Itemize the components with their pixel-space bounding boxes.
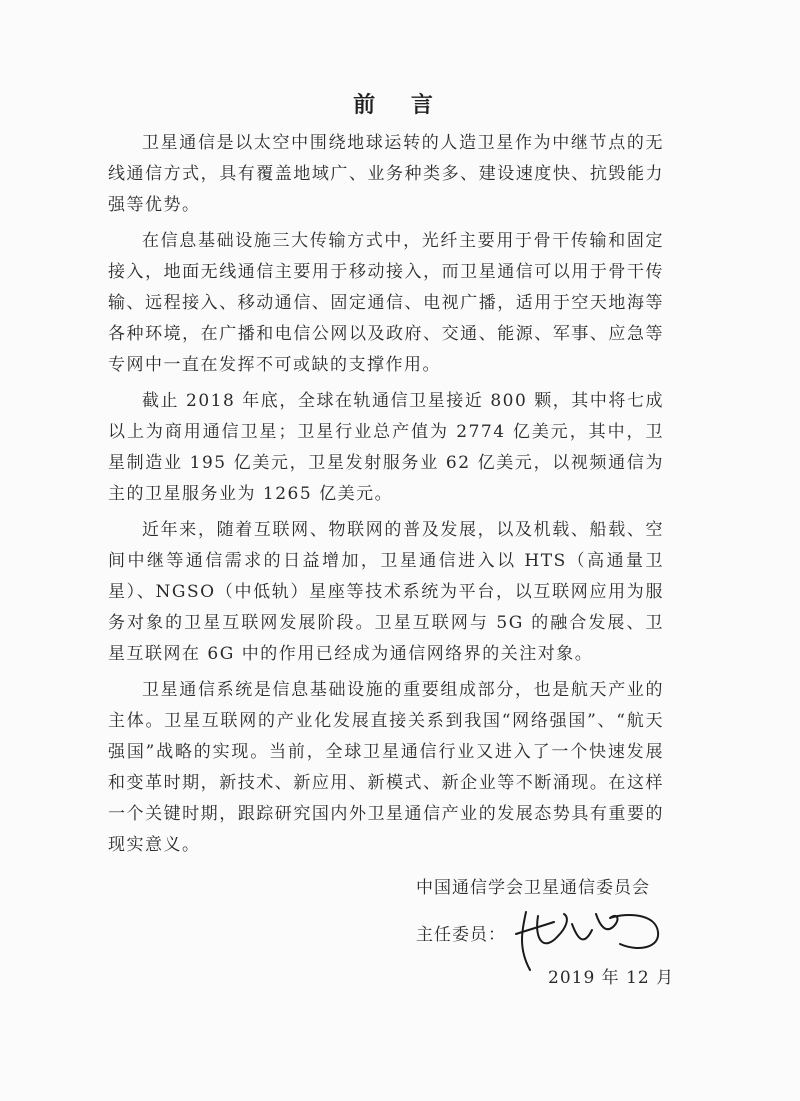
signoff-date: 2019 年 12 月 bbox=[548, 968, 675, 988]
signoff-organization: 中国通信学会卫星通信委员会 bbox=[416, 878, 650, 898]
signoff-role: 主任委员： bbox=[416, 925, 506, 945]
paragraph: 卫星通信系统是信息基础设施的重要组成部分，也是航天产业的主体。卫星互联网的产业化发展直接关系到我国“网络强国”、“航天强国”战略的实现。当前，全球卫星通信行业又进入了一个快速发展和变革时期，新技术、新应用、新模式、新企业等不断涌现。在这样一个关键时期，跟踪研究国内外卫星通信产业的发展态势具有重要的现实意义。 bbox=[108, 680, 664, 855]
paragraph: 截止 2018 年底，全球在轨通信卫星接近 800 颗，其中将七成以上为商用通信卫星；卫星行业总产值为 2774 亿美元，其中，卫星制造业 195 亿美元，卫星发射服务业 62 亿美元，以视频通信为主的卫星服务业为 1265 亿美元。 bbox=[108, 391, 664, 504]
preface-body bbox=[108, 128, 664, 866]
paragraph: 卫星通信是以太空中围绕地球运转的人造卫星作为中继节点的无线通信方式，具有覆盖地域广、业务种类多、建设速度快、抗毁能力强等优势。 bbox=[108, 133, 664, 215]
paragraph: 在信息基础设施三大传输方式中，光纤主要用于骨干传输和固定接入，地面无线通信主要用于移动接入，而卫星通信可以用于骨干传输、远程接入、移动通信、固定通信、电视广播，适用于空天地海等各种环境，在广播和电信公网以及政府、交通、能源、军事、应急等专网中一直在发挥不可或缺的支撑作用。 bbox=[108, 231, 664, 375]
paragraph: 近年来，随着互联网、物联网的普及发展，以及机载、船载、空间中继等通信需求的日益增加，卫星通信进入以 HTS（高通量卫星）、NGSO（中低轨）星座等技术系统为平台，以互联网应用为服务对象的卫星互联网发展阶段。卫星互联网与 5G 的融合发展、卫星互联网在 6G 中的作用已经成为通信网络界的关注对象。 bbox=[108, 520, 664, 664]
handwritten-signature bbox=[508, 900, 668, 980]
page-title: 前 言 bbox=[353, 92, 447, 118]
